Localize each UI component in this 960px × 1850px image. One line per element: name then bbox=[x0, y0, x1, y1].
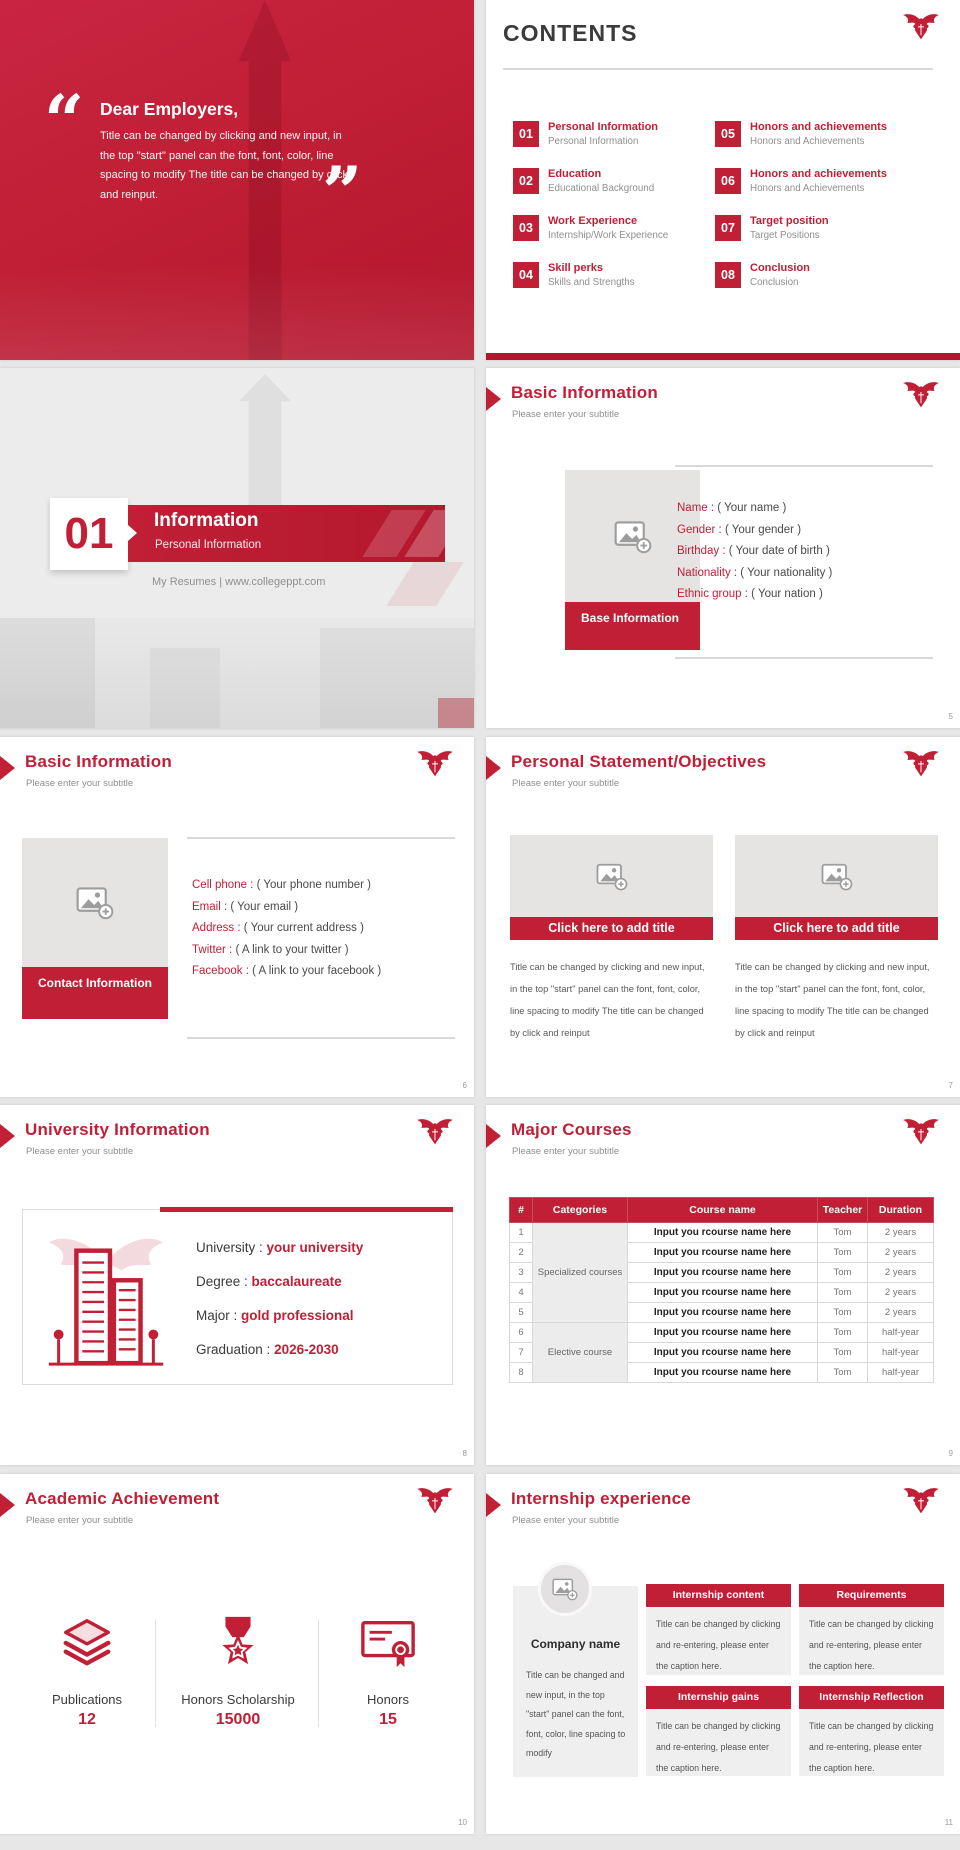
field-row bbox=[192, 944, 381, 956]
achievement-label: Honors bbox=[367, 1692, 409, 1707]
toc-item-subtitle: Skills and Strengths bbox=[548, 277, 635, 288]
toc-item-title: Skill perks bbox=[548, 262, 604, 274]
section-title: Information bbox=[154, 510, 259, 531]
toc-item-08[interactable] bbox=[715, 262, 920, 288]
internship-card-title: Internship content bbox=[646, 1584, 791, 1607]
field-label: Degree : bbox=[196, 1274, 248, 1289]
cell-num: 1 bbox=[510, 1223, 533, 1243]
contents-title: CONTENTS bbox=[503, 20, 638, 46]
field-value: 2026-2030 bbox=[274, 1342, 339, 1357]
cell-course-name: Input you rcourse name here bbox=[628, 1323, 818, 1343]
toc-item-title: Honors and achievements bbox=[750, 121, 887, 133]
image-placeholder-icon bbox=[596, 862, 628, 891]
accent-bar bbox=[160, 1207, 453, 1212]
title-arrow-icon bbox=[486, 1124, 501, 1148]
column-header: # bbox=[510, 1198, 533, 1223]
title-arrow-icon bbox=[0, 1493, 15, 1517]
divider-line bbox=[675, 657, 933, 659]
field-row bbox=[196, 1299, 363, 1333]
field-row bbox=[196, 1265, 363, 1299]
emblem-logo-icon bbox=[416, 749, 454, 780]
achievement-value: 15 bbox=[379, 1711, 397, 1728]
toc-item-title: Conclusion bbox=[750, 262, 810, 274]
add-title-button[interactable]: Click here to add title bbox=[735, 917, 938, 940]
photo-placeholder[interactable] bbox=[22, 838, 168, 967]
slide-basic-information-1[interactable] bbox=[486, 368, 960, 728]
cell-course-name: Input you rcourse name here bbox=[628, 1343, 818, 1363]
emblem-logo-icon bbox=[902, 380, 940, 411]
field-value: ( A link to your facebook ) bbox=[252, 965, 382, 977]
cell-teacher: Tom bbox=[818, 1223, 868, 1243]
internship-card-body: Title can be changed by clicking and re-entering, please enter the caption here. bbox=[799, 1709, 944, 1776]
field-value: ( Your gender ) bbox=[724, 523, 802, 536]
internship-card bbox=[646, 1584, 791, 1675]
page-number: 10 bbox=[458, 1818, 467, 1827]
internship-card-title: Internship gains bbox=[646, 1686, 791, 1709]
slide-subtitle: Please enter your subtitle bbox=[26, 1515, 134, 1526]
slide-title: Academic Achievement bbox=[25, 1489, 220, 1508]
cell-category: Elective course bbox=[533, 1323, 628, 1383]
open-quote-icon: “ bbox=[44, 79, 85, 162]
slide-title: Personal Statement/Objectives bbox=[511, 752, 767, 771]
cell-teacher: Tom bbox=[818, 1363, 868, 1383]
slide-cover[interactable] bbox=[0, 0, 474, 360]
field-value: ( Your phone number ) bbox=[256, 879, 372, 891]
cell-teacher: Tom bbox=[818, 1263, 868, 1283]
field-label: Major : bbox=[196, 1308, 238, 1323]
cell-duration: 2 years bbox=[868, 1243, 934, 1263]
field-row bbox=[677, 545, 832, 557]
slide-major-courses[interactable] bbox=[486, 1105, 960, 1465]
toc-number-badge: 02 bbox=[513, 168, 539, 194]
photo-red-building bbox=[438, 698, 474, 728]
table-header-row bbox=[510, 1198, 934, 1223]
toc-item-title: Target position bbox=[750, 215, 829, 227]
cell-duration: 2 years bbox=[868, 1263, 934, 1283]
company-body-text: Title can be changed and new input, in the top "start" panel can the font, font, color, line spacing to modify bbox=[526, 1670, 626, 1758]
field-row bbox=[677, 524, 832, 536]
image-placeholder-icon bbox=[76, 885, 114, 920]
page-number: 8 bbox=[462, 1449, 467, 1458]
cell-num: 2 bbox=[510, 1243, 533, 1263]
cover-heading: Dear Employers, bbox=[100, 99, 239, 119]
toc-number-badge: 05 bbox=[715, 121, 741, 147]
slide-title: University Information bbox=[25, 1120, 210, 1139]
building-ghost bbox=[0, 618, 95, 728]
title-arrow-icon bbox=[486, 756, 501, 780]
internship-card-body: Title can be changed by clicking and re-entering, please enter the caption here. bbox=[646, 1709, 791, 1776]
slide-section-divider[interactable] bbox=[0, 368, 474, 728]
base-information-label: Base Information bbox=[565, 602, 700, 650]
column-header: Teacher bbox=[818, 1198, 868, 1223]
company-name: Company name bbox=[530, 1637, 621, 1651]
page-number: 5 bbox=[948, 712, 953, 721]
slide-subtitle: Please enter your subtitle bbox=[26, 1146, 134, 1157]
cover-body-text: Title can be changed by clicking and new input, in the top "start" panel can the font, font, color, line spacing to modify The title can be changed by click and reinput. bbox=[100, 130, 349, 201]
image-placeholder-icon bbox=[821, 862, 853, 891]
fields-list bbox=[677, 502, 832, 610]
contact-information-label: Contact Information bbox=[22, 967, 168, 1019]
slide-subtitle: Please enter your subtitle bbox=[512, 778, 620, 789]
column-header: Categories bbox=[533, 1198, 628, 1223]
cell-teacher: Tom bbox=[818, 1343, 868, 1363]
field-value: ( Your email ) bbox=[230, 900, 299, 913]
field-label: Twitter : bbox=[192, 943, 233, 956]
photo-placeholder[interactable] bbox=[510, 835, 713, 917]
achievement-item bbox=[12, 1614, 162, 1729]
internship-card bbox=[799, 1686, 944, 1776]
toc-number-badge: 08 bbox=[715, 262, 741, 288]
cell-course-name: Input you rcourse name here bbox=[628, 1303, 818, 1323]
internship-card-body: Title can be changed by clicking and re-entering, please enter the caption here. bbox=[799, 1607, 944, 1675]
medal-icon bbox=[209, 1614, 267, 1670]
add-title-button[interactable]: Click here to add title bbox=[510, 917, 713, 940]
internship-card-title: Requirements bbox=[799, 1584, 944, 1607]
slide-title: Basic Information bbox=[25, 752, 172, 771]
section-number-box: 01 bbox=[50, 498, 128, 570]
statement-card bbox=[735, 835, 938, 1044]
cell-category: Specialized courses bbox=[533, 1223, 628, 1323]
close-quote-icon: ” bbox=[322, 151, 363, 234]
cell-course-name: Input you rcourse name here bbox=[628, 1283, 818, 1303]
cell-num: 5 bbox=[510, 1303, 533, 1323]
toc-item-subtitle: Educational Background bbox=[548, 183, 655, 194]
table-row bbox=[510, 1223, 934, 1243]
field-row bbox=[192, 965, 381, 977]
cell-num: 6 bbox=[510, 1323, 533, 1343]
publications-icon bbox=[58, 1614, 116, 1670]
field-label: Ethnic group : bbox=[677, 588, 748, 600]
emblem-logo-icon bbox=[902, 12, 940, 43]
cell-teacher: Tom bbox=[818, 1243, 868, 1263]
toc-item-07[interactable] bbox=[715, 215, 920, 241]
toc-item-title: Personal Information bbox=[548, 121, 659, 133]
slide-internship-experience[interactable] bbox=[486, 1474, 960, 1834]
company-photo-placeholder[interactable] bbox=[538, 1562, 592, 1616]
contents-bottom-bar bbox=[486, 353, 960, 360]
cell-duration: 2 years bbox=[868, 1223, 934, 1243]
pointer-icon bbox=[128, 525, 137, 541]
divider-footer: My Resumes | www.collegeppt.com bbox=[152, 576, 326, 588]
column-header: Duration bbox=[868, 1198, 934, 1223]
title-arrow-icon bbox=[486, 1493, 501, 1517]
toc-number-badge: 04 bbox=[513, 262, 539, 288]
title-arrow-icon bbox=[0, 1124, 15, 1148]
field-value: ( Your name ) bbox=[717, 502, 787, 514]
slide-subtitle: Please enter your subtitle bbox=[26, 778, 134, 789]
banner-accent bbox=[386, 562, 463, 606]
field-value: gold professional bbox=[241, 1308, 354, 1323]
toc-number-badge: 07 bbox=[715, 215, 741, 241]
field-value: baccalaureate bbox=[251, 1274, 342, 1289]
achievement-item bbox=[163, 1614, 313, 1729]
cell-course-name: Input you rcourse name here bbox=[628, 1363, 818, 1383]
image-placeholder-icon bbox=[614, 519, 652, 554]
page-number: 9 bbox=[948, 1449, 953, 1458]
slide-title: Basic Information bbox=[511, 383, 658, 402]
image-placeholder-icon bbox=[552, 1577, 578, 1601]
field-value: ( A link to your twitter ) bbox=[235, 943, 349, 956]
field-row bbox=[192, 922, 381, 934]
field-value: ( Your nationality ) bbox=[740, 566, 833, 579]
cell-duration: 2 years bbox=[868, 1303, 934, 1323]
cell-duration: half-year bbox=[868, 1323, 934, 1343]
statement-card bbox=[510, 835, 713, 1044]
emblem-logo-icon bbox=[902, 1486, 940, 1517]
section-subtitle: Personal Information bbox=[155, 539, 262, 551]
page-number: 6 bbox=[462, 1081, 467, 1090]
toc-item-06[interactable] bbox=[715, 168, 920, 194]
photo-highlight bbox=[0, 265, 474, 360]
cell-duration: half-year bbox=[868, 1343, 934, 1363]
toc-item-subtitle: Personal Information bbox=[548, 136, 639, 147]
emblem-logo-icon bbox=[416, 1117, 454, 1148]
page-number: 11 bbox=[944, 1818, 953, 1827]
toc-item-subtitle: Internship/Work Experience bbox=[548, 230, 669, 241]
toc-item-05[interactable] bbox=[715, 121, 920, 147]
fields-list bbox=[196, 1231, 363, 1367]
fields-list bbox=[192, 879, 381, 987]
cell-teacher: Tom bbox=[818, 1283, 868, 1303]
divider-line bbox=[503, 68, 933, 70]
field-label: Graduation : bbox=[196, 1342, 271, 1357]
slide-personal-statement[interactable] bbox=[486, 737, 960, 1097]
field-value: your university bbox=[266, 1240, 364, 1255]
cell-teacher: Tom bbox=[818, 1323, 868, 1343]
slide-subtitle: Please enter your subtitle bbox=[512, 409, 620, 420]
cell-teacher: Tom bbox=[818, 1303, 868, 1323]
toc-item-04[interactable] bbox=[513, 262, 718, 288]
toc-item-02[interactable] bbox=[513, 168, 718, 194]
slide-subtitle: Please enter your subtitle bbox=[512, 1515, 620, 1526]
internship-card-title: Internship Reflection bbox=[799, 1686, 944, 1709]
cell-duration: half-year bbox=[868, 1363, 934, 1383]
achievement-label: Honors Scholarship bbox=[181, 1692, 295, 1707]
achievement-label: Publications bbox=[51, 1692, 123, 1707]
toc-item-subtitle: Honors and Achievements bbox=[750, 136, 865, 147]
slide-basic-information-2[interactable] bbox=[0, 737, 474, 1097]
toc-item-title: Work Experience bbox=[548, 215, 638, 227]
field-row bbox=[196, 1231, 363, 1265]
field-row bbox=[677, 588, 832, 600]
field-row bbox=[192, 901, 381, 913]
toc-number-badge: 03 bbox=[513, 215, 539, 241]
toc-item-01[interactable] bbox=[513, 121, 718, 147]
toc-item-subtitle: Honors and Achievements bbox=[750, 183, 865, 194]
toc-item-title: Education bbox=[548, 168, 602, 180]
field-row bbox=[196, 1333, 363, 1367]
cell-num: 7 bbox=[510, 1343, 533, 1363]
slide-subtitle: Please enter your subtitle bbox=[512, 1146, 620, 1157]
divider-line bbox=[187, 1037, 455, 1039]
field-label: University : bbox=[196, 1240, 263, 1255]
cell-course-name: Input you rcourse name here bbox=[628, 1243, 818, 1263]
cell-num: 8 bbox=[510, 1363, 533, 1383]
achievement-value: 12 bbox=[78, 1711, 96, 1728]
photo-placeholder[interactable] bbox=[735, 835, 938, 917]
field-label: Birthday : bbox=[677, 545, 726, 557]
field-row bbox=[677, 567, 832, 579]
slide-title: Major Courses bbox=[511, 1120, 632, 1139]
field-value: ( Your nation ) bbox=[751, 588, 823, 600]
emblem-logo-icon bbox=[902, 749, 940, 780]
toc-item-subtitle: Conclusion bbox=[750, 277, 799, 288]
slide-university-information[interactable] bbox=[0, 1105, 474, 1465]
title-arrow-icon bbox=[0, 756, 15, 780]
title-arrow-icon bbox=[486, 387, 501, 411]
divider-line bbox=[675, 465, 933, 467]
campus-buildings-icon bbox=[46, 1227, 166, 1375]
toc-item-subtitle: Target Positions bbox=[750, 230, 820, 241]
statement-body-text: Title can be changed by clicking and new input, in the top "start" panel can the font, font, color, line spacing to modify The title can be changed by click and reinput bbox=[510, 962, 705, 1038]
cell-duration: 2 years bbox=[868, 1283, 934, 1303]
toc-item-title: Honors and achievements bbox=[750, 168, 887, 180]
toc-number-badge: 01 bbox=[513, 121, 539, 147]
field-label: Cell phone : bbox=[192, 879, 254, 891]
cell-course-name: Input you rcourse name here bbox=[628, 1223, 818, 1243]
achievement-value: 15000 bbox=[215, 1711, 261, 1728]
field-label: Name : bbox=[677, 502, 715, 514]
statement-body-text: Title can be changed by clicking and new input, in the top "start" panel can the font, font, color, line spacing to modify The title can be changed by click and reinput bbox=[735, 962, 930, 1038]
slide-contents[interactable] bbox=[486, 0, 960, 360]
field-row bbox=[677, 502, 832, 514]
courses-table bbox=[509, 1197, 934, 1383]
field-label: Facebook : bbox=[192, 965, 249, 977]
field-label: Address : bbox=[192, 922, 241, 934]
field-label: Gender : bbox=[677, 523, 722, 536]
internship-card bbox=[646, 1686, 791, 1776]
internship-card-body: Title can be changed by clicking and re-entering, please enter the caption here. bbox=[646, 1607, 791, 1675]
field-label: Email : bbox=[192, 900, 228, 913]
achievement-item bbox=[313, 1614, 463, 1729]
certificate-icon bbox=[359, 1614, 417, 1670]
slide-academic-achievement[interactable] bbox=[0, 1474, 474, 1834]
field-value: ( Your current address ) bbox=[243, 922, 364, 934]
toc-item-03[interactable] bbox=[513, 215, 718, 241]
cell-num: 3 bbox=[510, 1263, 533, 1283]
field-value: ( Your date of birth ) bbox=[728, 545, 830, 557]
table-row bbox=[510, 1323, 934, 1343]
emblem-logo-icon bbox=[416, 1486, 454, 1517]
page-number: 7 bbox=[948, 1081, 953, 1090]
field-row bbox=[192, 879, 381, 891]
section-banner bbox=[128, 505, 445, 562]
internship-card bbox=[799, 1584, 944, 1675]
divider-line bbox=[187, 837, 455, 839]
cell-course-name: Input you rcourse name here bbox=[628, 1263, 818, 1283]
cell-num: 4 bbox=[510, 1283, 533, 1303]
building-ghost bbox=[150, 648, 220, 728]
emblem-logo-icon bbox=[902, 1117, 940, 1148]
toc-number-badge: 06 bbox=[715, 168, 741, 194]
field-label: Nationality : bbox=[677, 566, 738, 579]
slide-title: Internship experience bbox=[511, 1489, 691, 1508]
column-header: Course name bbox=[628, 1198, 818, 1223]
